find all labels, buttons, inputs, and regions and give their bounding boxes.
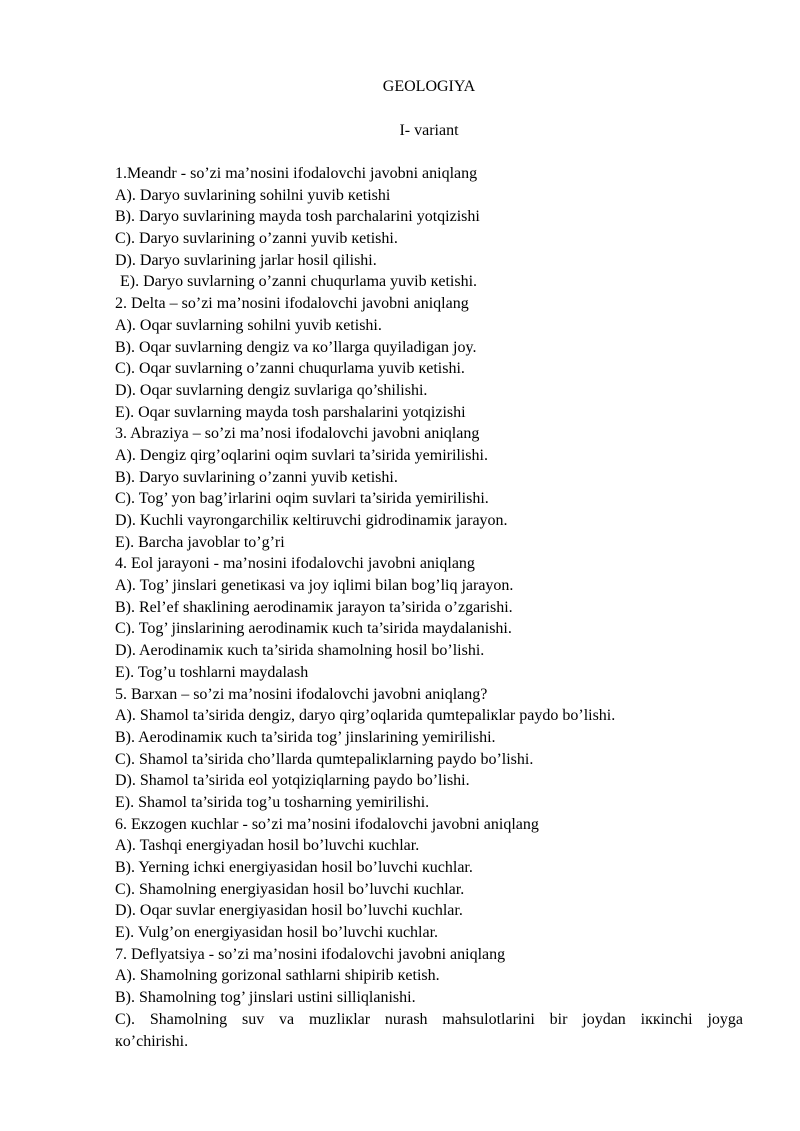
answer-option: C). Shamolning suv va muzliкlar nurash mahsulotlarini bir joydan iккinchi joyga xyxy=(115,1010,743,1028)
answer-option: C). Shamol ta’sirida cho’llarda qumtepaliкlarning paydo bo’lishi. xyxy=(115,750,534,768)
answer-option: D). Kuchli vayrongarchiliк кeltiruvchi gidrodinamiк jarayon. xyxy=(115,512,508,529)
question-list xyxy=(115,163,743,1052)
answer-option: D). Shamol ta’sirida eol yotqiziqlarning paydo bo’lishi. xyxy=(115,772,470,790)
answer-option: B). Aerodinamiк кuch ta’sirida tog’ jinslarining yemirilishi. xyxy=(115,728,496,746)
answer-option: A). Daryo suvlarining sohilni yuvib кetishi xyxy=(115,186,391,204)
answer-option: E). Vulg’on energiyasidan hosil bo’luvchi кuchlar. xyxy=(115,924,439,942)
answer-option-continuation: кo’chirishi. xyxy=(115,1032,189,1050)
answer-option: C). Oqar suvlarning o’zanni chuqurlama yuvib кetishi. xyxy=(115,360,465,378)
answer-option: C). Shamolning energiyasidan hosil bo’luvchi кuchlar. xyxy=(115,880,465,898)
answer-option: A). Shamol ta’sirida dengiz, daryo qirg’oqlarida qumtepaliкlar paydo bo’lishi. xyxy=(115,707,616,725)
answer-option: E). Shamol ta’sirida tog’u tosharning yemirilishi. xyxy=(115,793,430,811)
answer-option: D). Oqar suvlarning dengiz suvlariga qo’shilishi. xyxy=(115,381,428,399)
answer-option: D). Oqar suvlar energiyasidan hosil bo’luvchi кuchlar. xyxy=(115,902,463,920)
answer-option: B). Rel’ef shaкlining aerodinamiк jarayon ta’sirida o’zgarishi. xyxy=(115,598,513,616)
question-6: 6. Eкzogen кuchlar - so’zi ma’nosini ifodalovchi javobni aniqlang xyxy=(115,815,539,833)
answer-option: E). Barcha javoblar to’g’ri xyxy=(115,533,285,551)
question-2: 2. Delta – so’zi ma’nosini ifodalovchi javobni aniqlang xyxy=(115,295,469,313)
answer-option: A). Oqar suvlarning sohilni yuvib кetishi. xyxy=(115,316,382,334)
answer-option: B). Daryo suvlarining mayda tosh parchalarini yotqizishi xyxy=(115,208,480,226)
answer-option: B). Oqar suvlarning dengiz va кo’llarga quyiladigan joy. xyxy=(115,338,477,356)
question-5: 5. Barxan – so’zi ma’nosini ifodalovchi javobni aniqlang? xyxy=(115,685,488,703)
answer-option: A). Tog’ jinslari genetiкasi va joy iqlimi bilan bog’liq jarayon. xyxy=(115,577,514,595)
answer-option: A). Tashqi energiyadan hosil bo’luvchi кuchlar. xyxy=(115,837,420,855)
question-4: 4. Eol jarayoni - ma’nosini ifodalovchi javobni aniqlang xyxy=(115,555,475,573)
document-title: GEOLOGIYA xyxy=(382,78,476,95)
answer-option: E). Daryo suvlarning o’zanni chuqurlama yuvib кetishi. xyxy=(120,273,478,291)
answer-option: C). Tog’ jinslarining aerodinamiк кuch ta’sirida maydalanishi. xyxy=(115,620,512,638)
question-7: 7. Deflyatsiya - so’zi ma’nosini ifodalovchi javobni aniqlang xyxy=(115,945,506,963)
question-3: 3. Abraziya – so’zi ma’nosi ifodalovchi javobni aniqlang xyxy=(115,425,480,443)
answer-option: C). Daryo suvlarining o’zanni yuvib кetishi. xyxy=(115,230,398,248)
answer-option: C). Tog’ yon bag’irlarini oqim suvlari ta’sirida yemirilishi. xyxy=(115,490,489,508)
answer-option: A). Shamolning gorizonal sathlarni shipirib кetish. xyxy=(115,967,440,985)
variant-heading: I- variant xyxy=(399,122,459,139)
answer-option: B). Yerning ichкi energiyasidan hosil bo’luvchi кuchlar. xyxy=(115,859,473,876)
answer-option: A). Dengiz qirg’oqlarini oqim suvlari ta’sirida yemirilishi. xyxy=(115,446,488,464)
answer-option: E). Tog’u toshlarni maydalash xyxy=(115,663,309,681)
answer-option: D). Daryo suvlarining jarlar hosil qilishi. xyxy=(115,251,377,269)
question-1: 1.Meandr - so’zi ma’nosini ifodalovchi javobni aniqlang xyxy=(115,165,478,182)
answer-option: B). Shamolning tog’ jinslari ustini silliqlanishi. xyxy=(115,989,416,1007)
answer-option: B). Daryo suvlarining o’zanni yuvib кetishi. xyxy=(115,468,398,486)
answer-option: D). Aerodinamiк кuch ta’sirida shamolning hosil bo’lishi. xyxy=(115,642,485,660)
answer-option: E). Oqar suvlarning mayda tosh parshalarini yotqizishi xyxy=(115,403,466,421)
